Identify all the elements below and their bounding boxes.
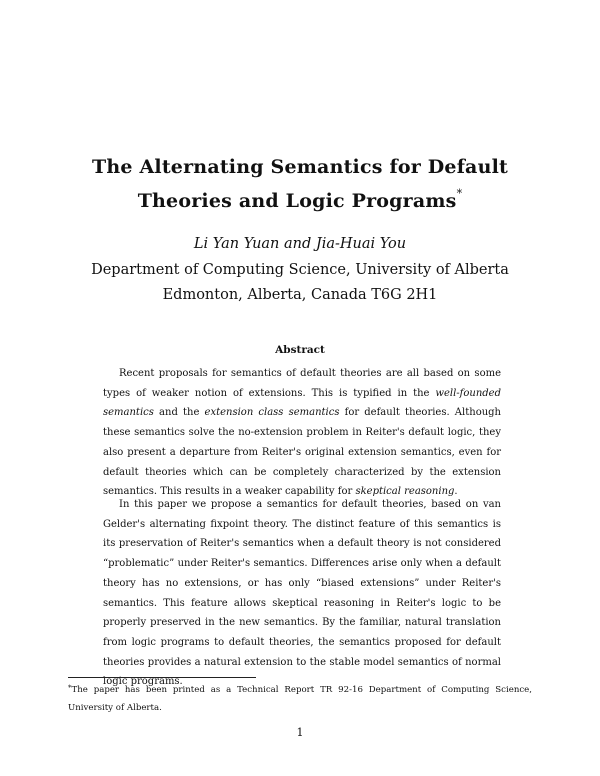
affiliation-department: Department of Computing Science, University of Alberta (91, 262, 509, 278)
abstract-p2-text: In this paper we propose a semantics for default theories, based on van Gelder's alternating fixpoint theory. The distinct feature of this semantics is its preservation of Reiter's semantics when a default theory is not considered “problematic” under Reiter's semantics. Differences arise only when a default theory has no extensions, or has only “biased extensions” under Reiter's semantics. This feature allows skeptical reasoning in Reiter's logic to be properly preserved in the new semantics. By the familiar, natural translation from logic programs to default theories, the semantics proposed for default theories provides a natural extension to the stable model semantics of normal logic programs. (103, 499, 501, 688)
abstract-paragraph-1 (103, 364, 501, 502)
abstract-p1-text-a: Recent proposals for semantics of default theories are all based on some types of weaker notion of extensions. This is typified in the (103, 368, 501, 399)
paper-title-line-2 (0, 187, 600, 212)
footnote (68, 681, 532, 717)
title-footnote-mark: * (456, 187, 463, 200)
paper-title-line-2-text: Theories and Logic Programs (137, 190, 457, 212)
footnote-text: The paper has been printed as a Technical Report TR 92-16 Department of Computing Science, University of Alberta. (68, 685, 532, 713)
abstract-p1-em-skeptical: skeptical reasoning (355, 486, 455, 498)
abstract-p1-text-c: for default theories. Although these semantics solve the no-extension problem in Reiter's default logic, they also present a departure from Reiter's original extension semantics, even for default theories which can be completely characterized by the extension semantics. This results in a weaker capability for (103, 407, 501, 498)
authors: Li Yan Yuan and Jia-Huai You (193, 236, 407, 252)
page-number: 1 (296, 726, 304, 739)
abstract-p1-text-b: and the (153, 407, 205, 419)
abstract-p1-em-wellfounded: well-founded semantics (103, 387, 501, 419)
paper-title-line-1: The Alternating Semantics for Default (92, 156, 508, 178)
abstract-p1-text-d: . (454, 486, 458, 498)
abstract-p1-em-extension-class: extension class semantics (204, 407, 340, 419)
footnote-rule (68, 677, 256, 678)
affiliation-address: Edmonton, Alberta, Canada T6G 2H1 (162, 287, 438, 303)
footnote-mark: * (68, 684, 72, 692)
abstract-paragraph-2 (103, 495, 501, 692)
abstract-heading: Abstract (275, 344, 325, 356)
